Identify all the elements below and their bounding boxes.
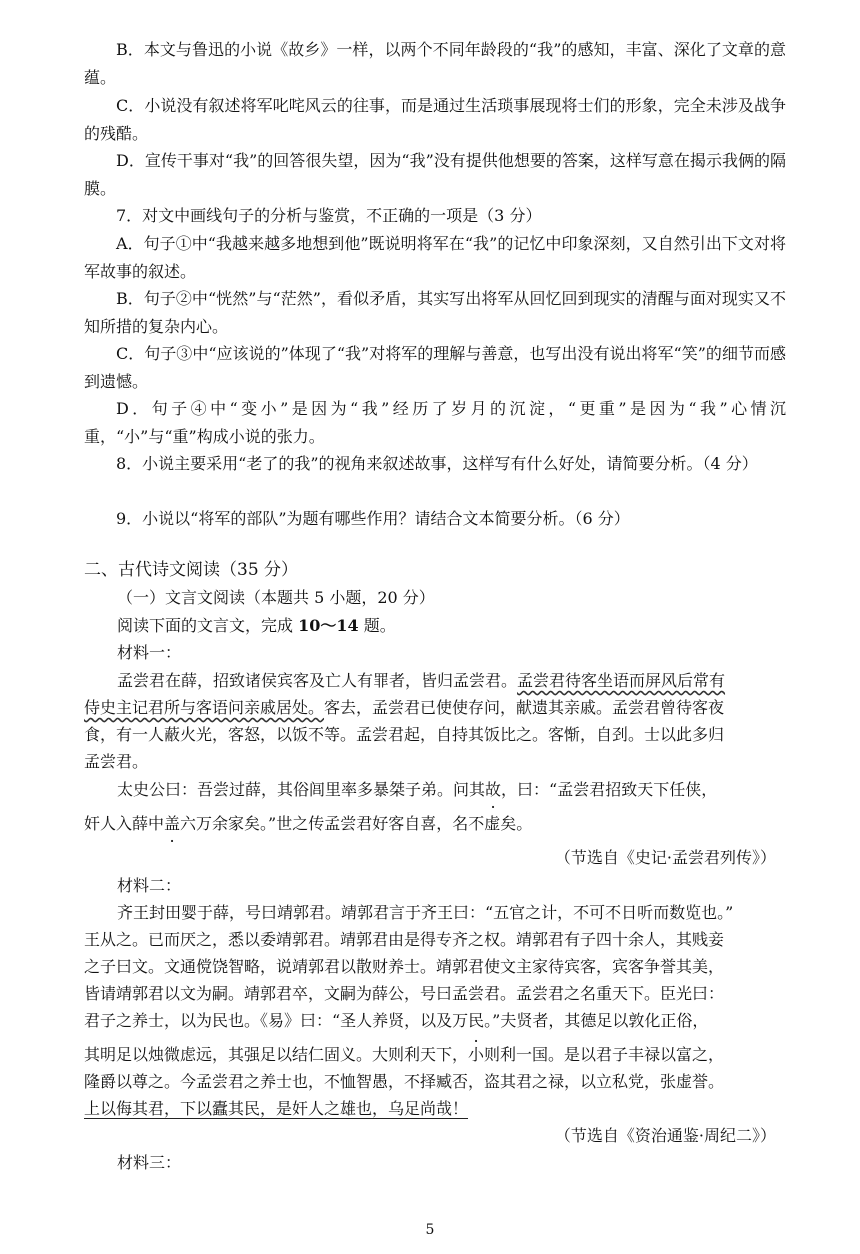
material-2-line: 其明足以烛微虑远，其强足以结仁固义。大则利天下，小则利一国。是以君子丰禄以富之， <box>84 1045 725 1064</box>
material-3-label: 材料三： <box>117 1153 182 1172</box>
wavy-underlined-sentence: 侍史主记君所与客语问亲戚居处。 <box>84 698 325 717</box>
page-number: 5 <box>425 1222 435 1238</box>
material-2-line: 君子之养士，以为民也。《易》曰：“圣人养贤，以及万民。”夫贤者，其德足以敦化正俗， <box>84 1011 709 1030</box>
q7-option-a: A．句子①中“我越来越多地想到他”既说明将军在“我”的记忆中印象深刻，又自然引出下文对将军故事的叙述。 <box>84 234 786 281</box>
material-2-source: （节选自《资治通鉴·周纪二》） <box>554 1126 776 1145</box>
q7-option-d: D．句子④中“变小”是因为“我”经历了岁月的沉淀，“更重”是因为“我”心情沉重，“小”与“重”构成小说的张力。 <box>84 399 786 446</box>
q8: 8．小说主要采用“老了的我”的视角来叙述故事，这样写有什么好处，请简要分析。（4 分） <box>116 454 758 473</box>
reading-instruction: 阅读下面的文言文，完成 10～14 题。 <box>117 616 396 635</box>
taishigong-comment: 奸人入薛中盖六万余家矣。”世之传孟尝君好客自喜，名不虚矣。 <box>84 814 533 833</box>
section-title: 二、古代诗文阅读（35 分） <box>84 560 299 580</box>
emphasis-dot-char: 小 <box>468 1045 485 1064</box>
material-2-line: 齐王封田婴于薛，号曰靖郭君。靖郭君言于齐王曰：“五官之计，不可不日听而数览也。” <box>117 903 734 922</box>
material-2-line: 王从之。已而厌之，悉以委靖郭君。靖郭君由是得专齐之权。靖郭君有子四十余人，其贱妾 <box>84 930 725 949</box>
emphasis-dot-char: 故 <box>485 780 502 799</box>
material-1-line: 侍史主记君所与客语问亲戚居处。客去，孟尝君已使使存问，献遗其亲戚。孟尝君曾待客夜 <box>84 698 725 717</box>
q7-option-b: B．句子②中“恍然”与“茫然”，看似矛盾，其实写出将军从回忆回到现实的清醒与面对现实又不知所措的复杂内心。 <box>84 289 786 336</box>
q6-option-d: D．宣传干事对“我”的回答很失望，因为“我”没有提供他想要的答案，这样写意在揭示我俩的隔膜。 <box>84 151 786 198</box>
material-1-label: 材料一： <box>117 643 182 662</box>
underlined-sentence: 上以侮其君，下以蠹其民，是奸人之雄也，乌足尚哉！ <box>84 1099 469 1118</box>
material-1-source: （节选自《史记·孟尝君列传》） <box>554 848 776 867</box>
section-subtitle: （一）文言文阅读（本题共 5 小题，20 分） <box>117 588 435 607</box>
q7-stem: 7．对文中画线句子的分析与鉴赏，不正确的一项是（3 分） <box>116 206 542 225</box>
q9: 9．小说以“将军的部队”为题有哪些作用？请结合文本简要分析。（6 分） <box>116 509 630 528</box>
wavy-underlined-sentence: 孟尝君待客坐语而屏风后常有 <box>517 671 726 690</box>
material-2-line: 隆爵以尊之。今孟尝君之养士也，不恤智愚，不择臧否，盗其君之禄，以立私党，张虚誉。 <box>84 1072 725 1091</box>
q7-option-c: C．句子③中“应该说的”体现了“我”对将军的理解与善意，也写出没有说出将军“笑”的细节而感到遗憾。 <box>84 344 786 391</box>
material-2-label: 材料二： <box>117 876 182 895</box>
material-2-line: 之子曰文。文通傥饶智略，说靖郭君以散财养士。靖郭君使文主家待宾客，宾客争誉其美， <box>84 957 725 976</box>
q6-option-b: B．本文与鲁迅的小说《故乡》一样，以两个不同年龄段的“我”的感知，丰富、深化了文章的意蕴。 <box>84 40 786 87</box>
material-1-line: 孟尝君在薛，招致诸侯宾客及亡人有罪者，皆归孟尝君。孟尝君待客坐语而屏风后常有 <box>117 671 726 690</box>
material-2-line: 皆请靖郭君以文为嗣。靖郭君卒，文嗣为薛公，号曰孟尝君。孟尝君之名重天下。臣光曰： <box>84 984 725 1003</box>
material-2-line <box>84 1095 786 1123</box>
taishigong-comment: 太史公曰：吾尝过薛，其俗闾里率多暴桀子弟。问其故，曰：“孟尝君招致天下任侠， <box>117 780 718 799</box>
emphasis-dot-char: 盖 <box>164 814 181 833</box>
material-1-line: 孟尝君。 <box>84 752 149 771</box>
q6-option-c: C．小说没有叙述将军叱咤风云的往事，而是通过生活琐事展现将士们的形象，完全未涉及战争的残酷。 <box>84 96 786 143</box>
material-1-line: 食，有一人蔽火光，客怒，以饭不等。孟尝君起，自持其饭比之。客惭，自刭。士以此多归 <box>84 725 725 744</box>
